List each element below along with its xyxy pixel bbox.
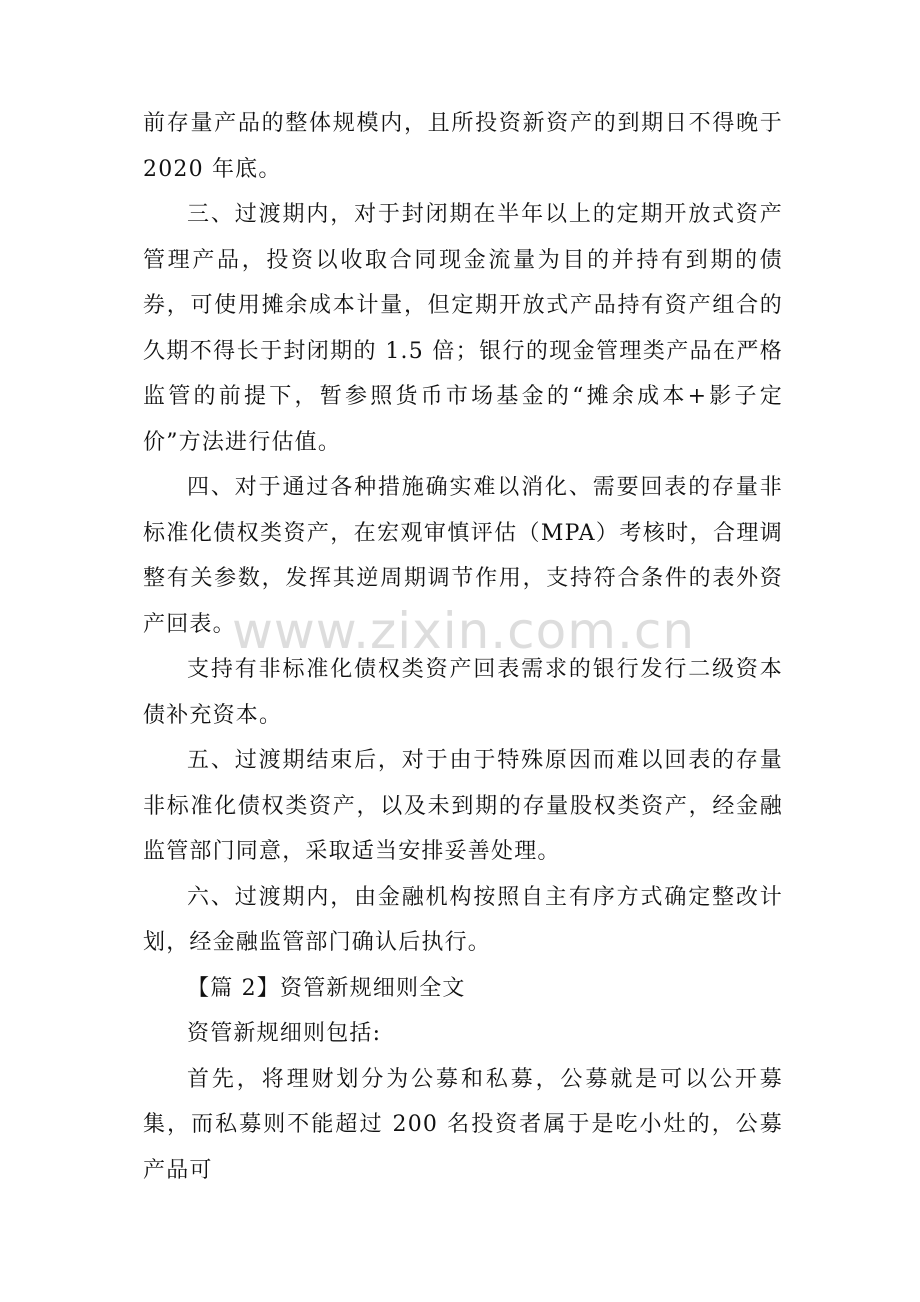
paragraph-9: 首先，将理财划分为公募和私募，公募就是可以公开募集，而私募则不能超过 200 名投资者属于是吃小灶的，公募产品可 xyxy=(143,1066,783,1183)
paragraph-4: 支持有非标准化债权类资产回表需求的银行发行二级资本债补充资本。 xyxy=(143,657,783,728)
paragraph-5: 五、过渡期结束后，对于由于特殊原因而难以回表的存量非标准化债权类资产，以及未到期的存量股权类资产，经金融监管部门同意，采取适当安排妥善处理。 xyxy=(143,748,783,864)
paragraph-8: 资管新规细则包括: xyxy=(187,1021,382,1046)
document-body xyxy=(143,101,783,1193)
section-heading: 【篇 2】资管新规细则全文 xyxy=(187,975,466,1001)
paragraph-6: 六、过渡期内，由金融机构按照自主有序方式确定整改计划，经金融监管部门确认后执行。 xyxy=(143,884,783,955)
paragraph-2: 三、过渡期内，对于封闭期在半年以上的定期开放式资产管理产品，投资以收取合同现金流量为目的并持有到期的债券，可使用摊余成本计量，但定期开放式产品持有资产组合的久期不得长于封闭期的 1.5 倍；银行的现金管理类产品在严格监管的前提下，暂参照货币市场基金的“摊余成本+影子定价”方法进行估值。 xyxy=(143,202,783,455)
watermark: www.zixin.com.cn xyxy=(232,602,696,660)
paragraph-3: 四、对于通过各种措施确实难以消化、需要回表的存量非标准化债权类资产，在宏观审慎评估（MPA）考核时，合理调整有关参数，发挥其逆周期调节作用，支持符合条件的表外资产回表。 xyxy=(143,475,783,637)
paragraph-1: 前存量产品的整体规模内，且所投资新资产的到期日不得晚于2020 年底。 xyxy=(143,111,783,182)
